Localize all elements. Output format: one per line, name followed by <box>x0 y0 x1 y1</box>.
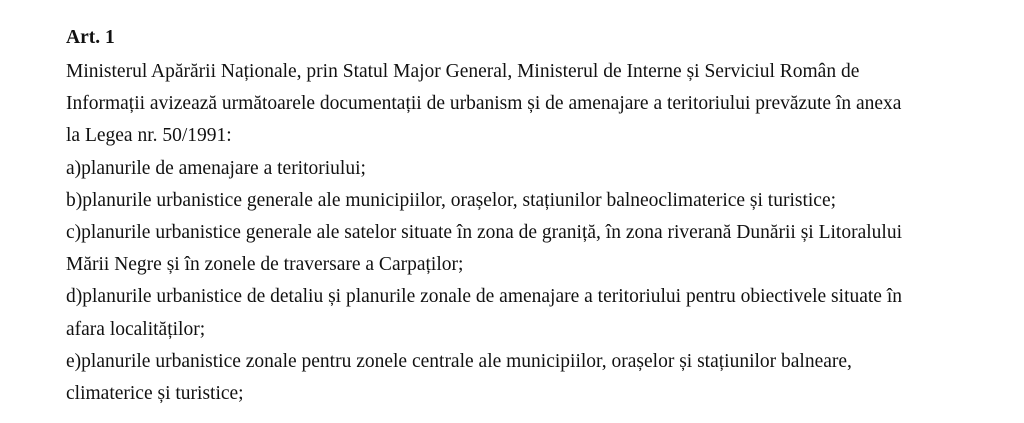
list-item-b: b)planurile urbanistice generale ale municipiilor, orașelor, stațiunilor balneoclimaterice și turistice; <box>66 189 837 211</box>
text-line: la Legea nr. 50/1991: <box>66 125 232 147</box>
list-item-e-continued: climaterice și turistice; <box>66 383 244 405</box>
text-line: Ministerul Apărării Naționale, prin Statul Major General, Ministerul de Interne și Serviciul Român de <box>66 61 860 82</box>
article-body <box>66 56 966 410</box>
list-item-d: d)planurile urbanistice de detaliu și planurile zonale de amenajare a teritoriului pentru obiectivele situate în <box>66 286 903 308</box>
article-heading: Art. 1 <box>66 27 115 48</box>
text-line: Informații avizează următoarele documentații de urbanism și de amenajare a teritoriului prevăzute în anexa <box>66 93 902 115</box>
list-item-c-continued: Mării Negre și în zonele de traversare a Carpaților; <box>66 254 464 276</box>
list-item-a: a)planurile de amenajare a teritoriului; <box>66 157 366 179</box>
list-item-e: e)planurile urbanistice zonale pentru zonele centrale ale municipiilor, orașelor și stațiunilor balneare, <box>66 350 852 372</box>
list-item-d-continued: afara localităților; <box>66 318 206 340</box>
list-item-c: c)planurile urbanistice generale ale satelor situate în zona de graniță, în zona riverană Dunării și Litoralului <box>66 222 902 244</box>
document-page <box>66 24 966 410</box>
